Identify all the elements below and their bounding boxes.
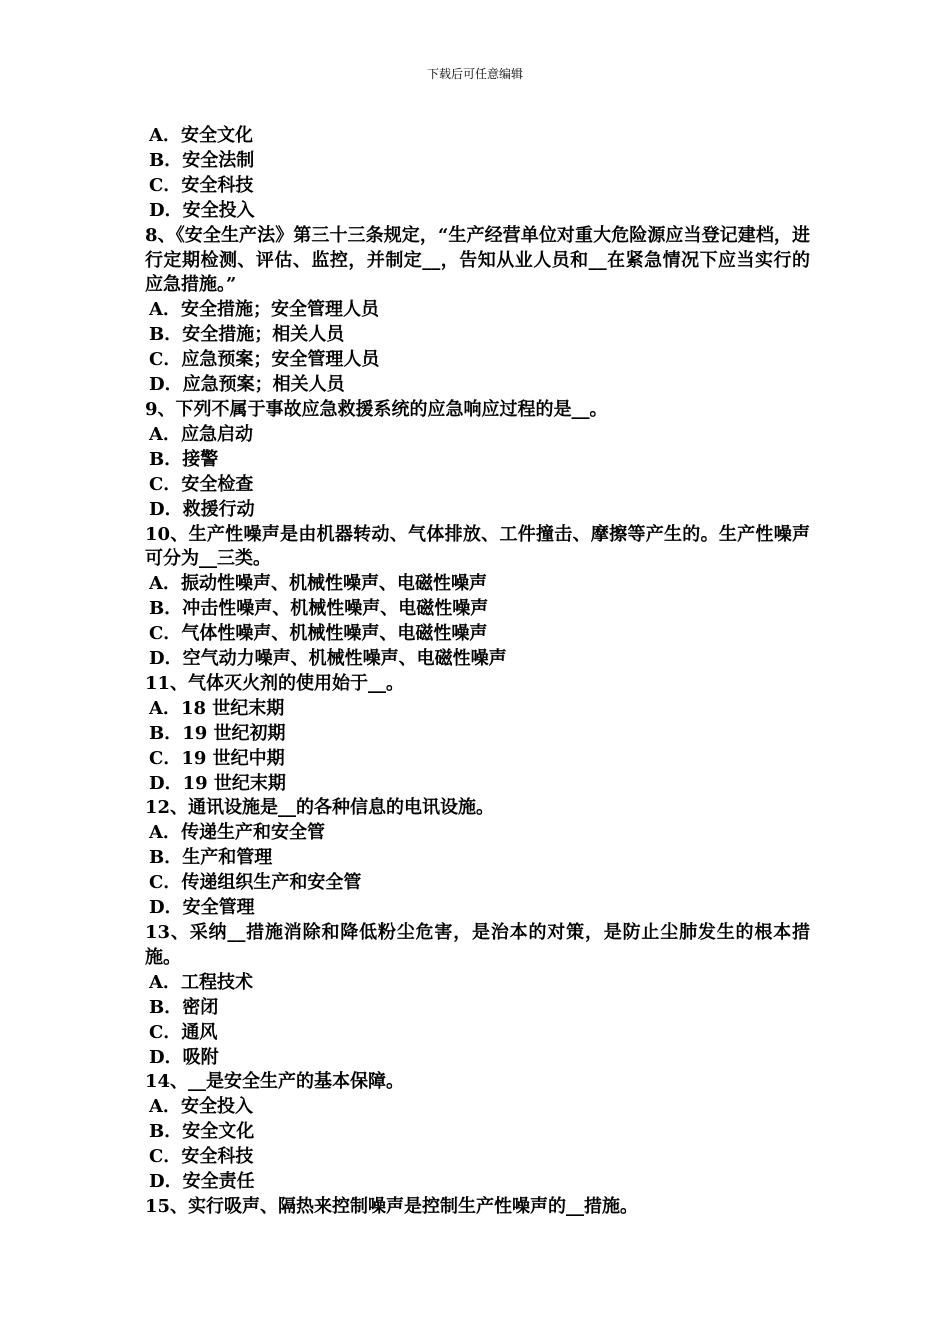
question-9: 9、下列不属于事故应急救援系统的应急响应过程的是__。 — [145, 398, 608, 420]
option-b: B．密闭 — [149, 996, 219, 1018]
option-c: C．安全检查 — [149, 473, 254, 495]
question-11: 11、气体灭火剂的使用始于__。 — [145, 672, 405, 694]
option-b: B．接警 — [149, 448, 219, 470]
option-d: D．空气动力噪声、机械性噪声、电磁性噪声 — [149, 648, 507, 670]
option-d: D．应急预案；相关人员 — [149, 374, 345, 396]
option-c: C．安全科技 — [149, 1146, 254, 1168]
option-c: C．19 世纪中期 — [149, 747, 285, 769]
option-d: D．19 世纪末期 — [149, 772, 286, 794]
option-d: D．安全投入 — [149, 199, 255, 221]
option-b: B．安全文化 — [149, 1121, 255, 1143]
option-d: D．安全责任 — [149, 1171, 255, 1193]
question-13: 13、采纳__措施消除和降低粉尘危害，是治本的对策，是防止尘肺发生的根本措施。 — [145, 922, 810, 968]
question-14: 14、__是安全生产的基本保障。 — [145, 1071, 405, 1093]
question-12: 12、通讯设施是__的各种信息的电讯设施。 — [145, 797, 495, 819]
option-a: A．传递生产和安全管 — [149, 822, 325, 844]
option-a: A．振动性噪声、机械性噪声、电磁性噪声 — [149, 573, 487, 595]
option-c: C．传递组织生产和安全管 — [149, 872, 362, 894]
option-a: A．安全投入 — [149, 1096, 253, 1118]
page-header: 下载后可任意编辑 — [426, 67, 523, 81]
option-a: A．工程技术 — [149, 971, 253, 993]
option-d: D．安全管理 — [149, 897, 255, 919]
question-15: 15、实行吸声、隔热来控制噪声是控制生产性噪声的__措施。 — [145, 1195, 639, 1217]
question-8: 8、《安全生产法》第三十三条规定，“生产经营单位对重大危险源应当登记建档，进行定期检测、评估、监控，并制定__，告知从业人员和__在紧急情况下应当实行的应急措施。” — [145, 224, 810, 296]
option-b: B．安全法制 — [149, 149, 255, 171]
option-b: B．生产和管理 — [149, 847, 273, 869]
option-a: A．应急启动 — [149, 423, 253, 445]
option-c: C．安全科技 — [149, 174, 254, 196]
option-c: C．通风 — [149, 1021, 218, 1043]
option-a: A．安全文化 — [149, 125, 253, 146]
exam-content — [145, 124, 810, 1220]
option-b: B．冲击性噪声、机械性噪声、电磁性噪声 — [149, 598, 489, 620]
question-10: 10、生产性噪声是由机器转动、气体排放、工件撞击、摩擦等产生的。生产性噪声可分为__三类。 — [145, 523, 810, 570]
option-c: C．气体性噪声、机械性噪声、电磁性噪声 — [149, 623, 488, 645]
option-a: A．安全措施；安全管理人员 — [149, 299, 379, 321]
option-b: B．19 世纪初期 — [149, 722, 286, 744]
option-b: B．安全措施；相关人员 — [149, 324, 345, 346]
option-d: D．救援行动 — [149, 498, 255, 520]
option-c: C．应急预案；安全管理人员 — [149, 349, 380, 371]
option-a: A．18 世纪末期 — [149, 697, 285, 719]
option-d: D．吸附 — [149, 1046, 219, 1068]
